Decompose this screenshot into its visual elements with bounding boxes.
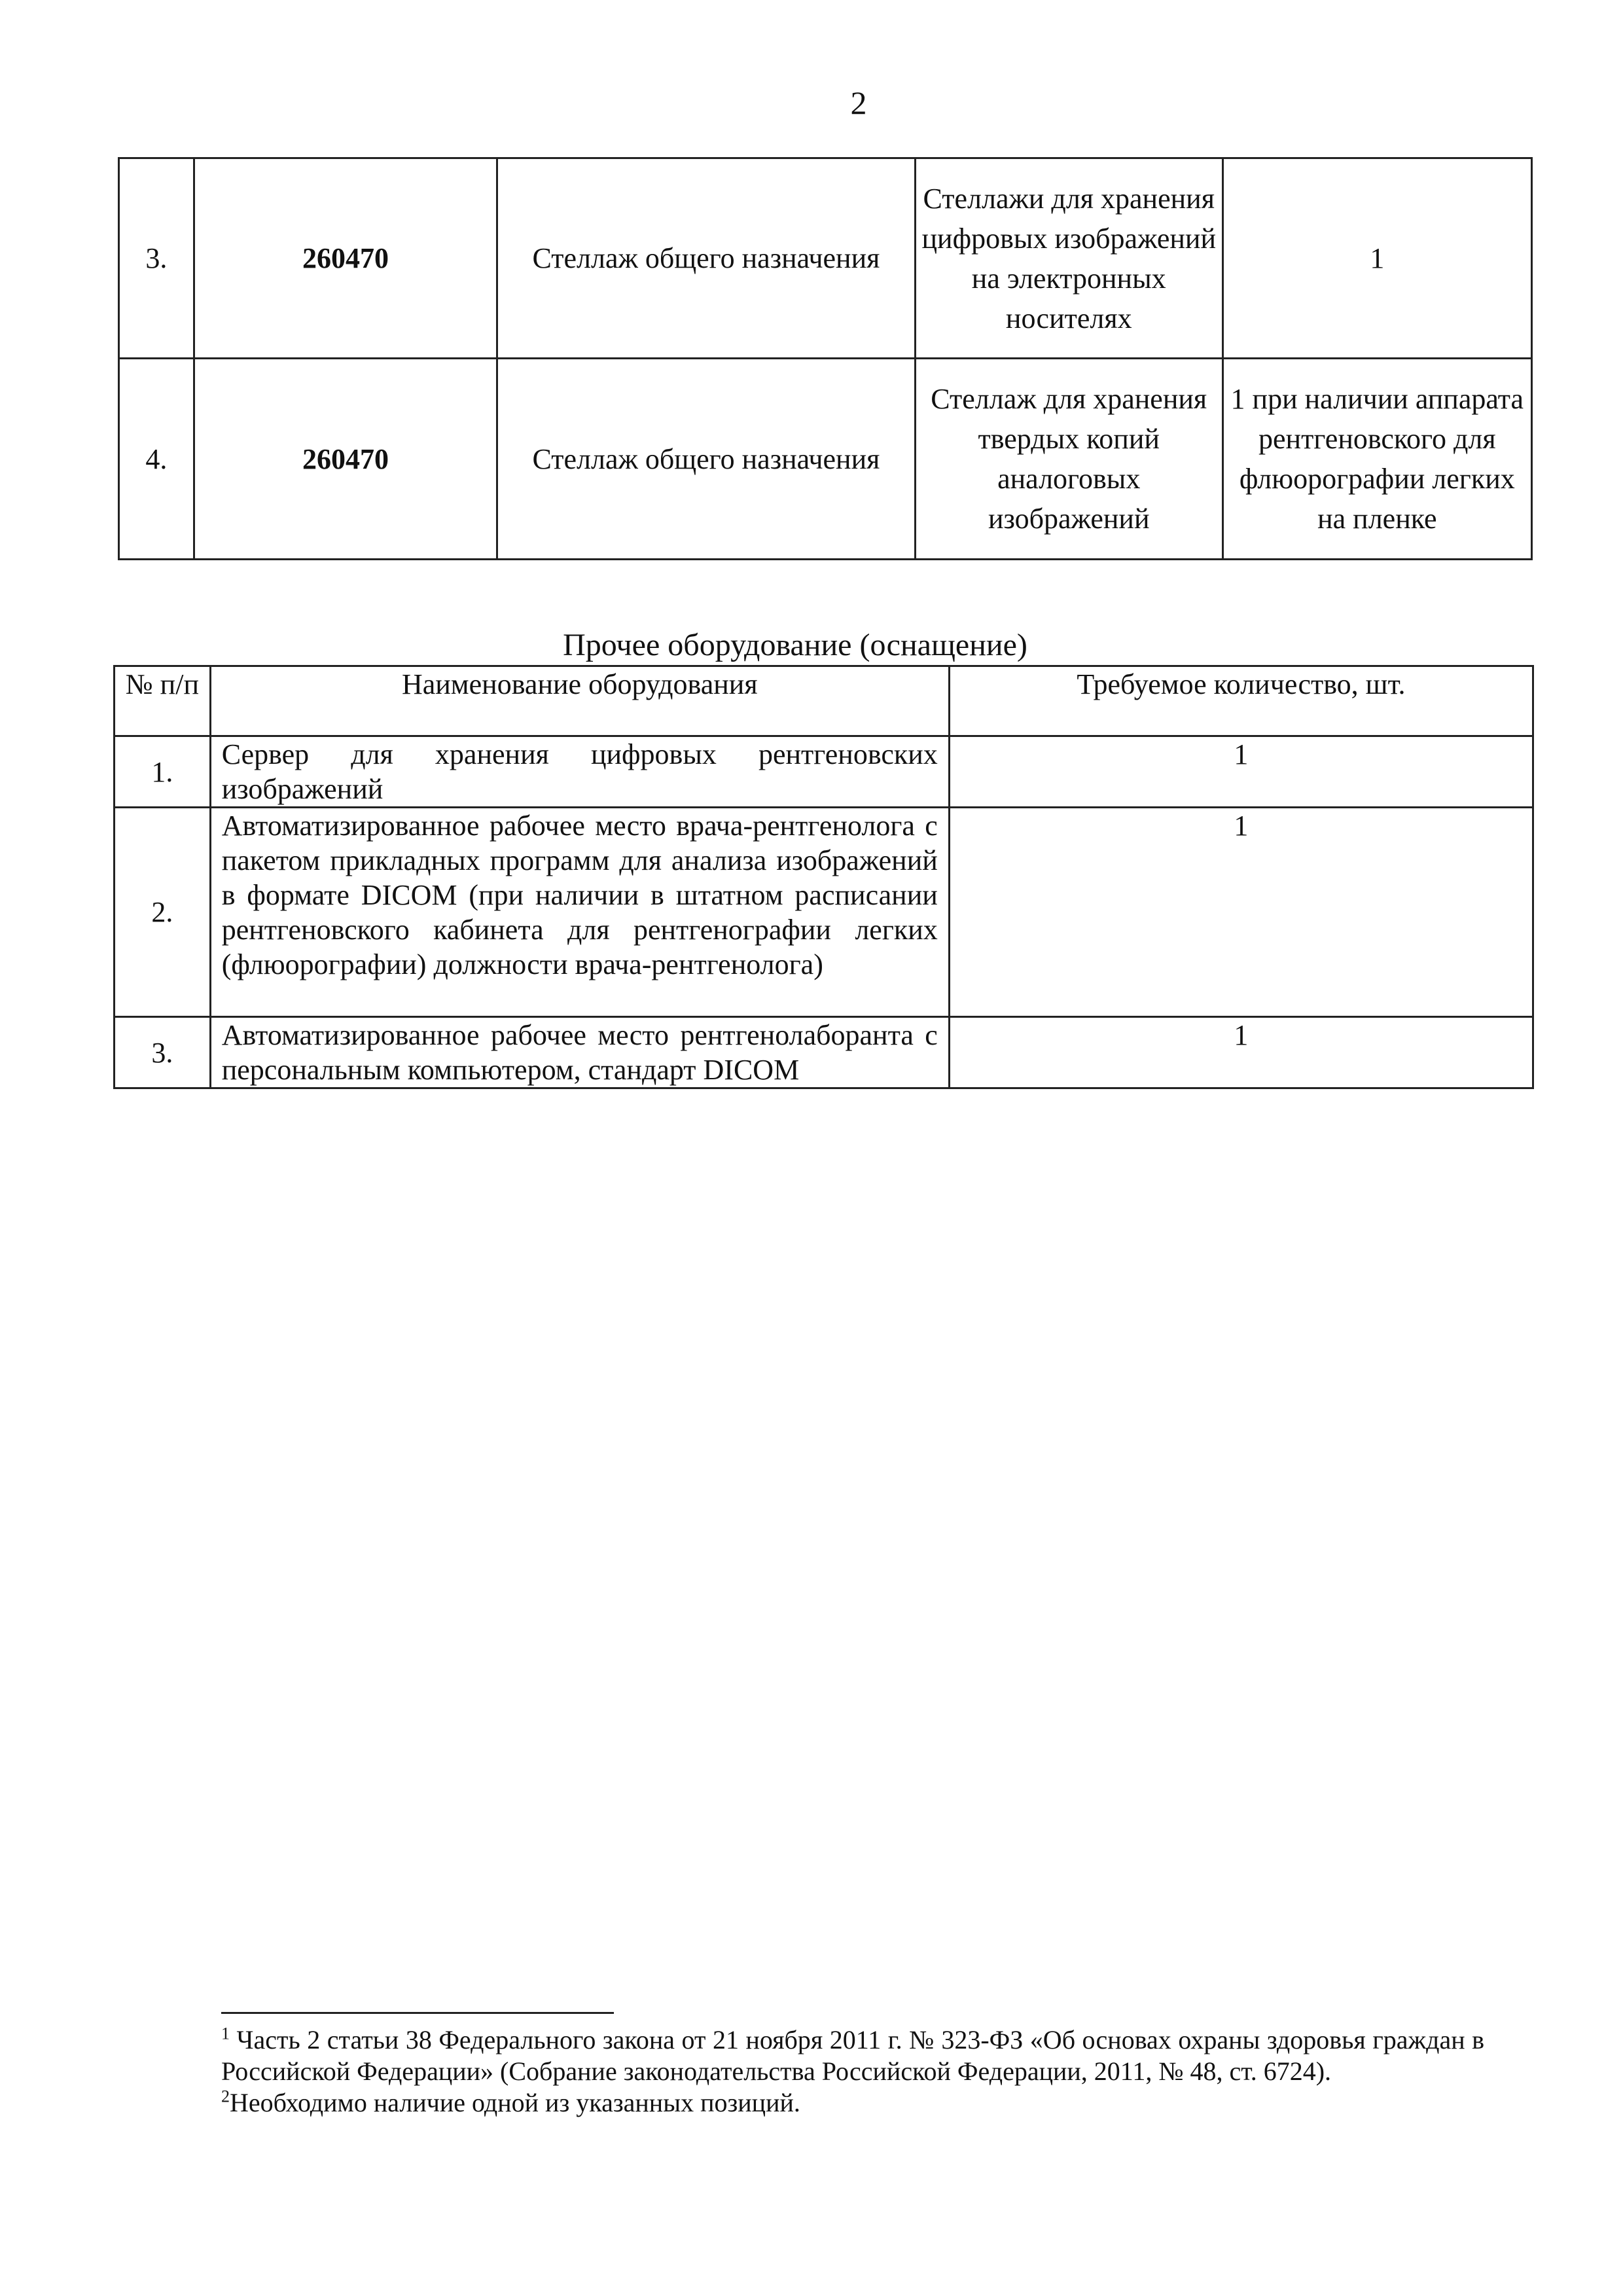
equipment-quantity: 1	[949, 808, 1533, 1017]
equipment-code: 260470	[194, 359, 497, 560]
table-row	[115, 808, 1533, 1017]
footnotes	[221, 2024, 1484, 2119]
equipment-name: Стеллаж общего назначения	[497, 359, 916, 560]
page-number: 2	[850, 84, 867, 121]
equipment-table-continued	[118, 157, 1533, 560]
equipment-name: Стеллаж общего назначения	[497, 158, 916, 359]
footnote-2	[221, 2087, 1484, 2119]
equipment-quantity: 1	[1222, 158, 1531, 359]
equipment-name: Сервер для хранения цифровых рентгеновских изображений	[210, 736, 949, 808]
footnote-mark: 1	[221, 2024, 230, 2043]
equipment-purpose: Стеллажи для хранения цифровых изображений на электронных носителях	[915, 158, 1222, 359]
equipment-quantity: 1	[949, 1017, 1533, 1088]
footnote-text: Часть 2 статьи 38 Федерального закона от 21 ноября 2011 г. № 323-ФЗ «Об основах охраны здоровья граждан в Российской Федерации» (Собрание законодательства Российской Федерации, 2011, № 48, ст. 6724).	[221, 2025, 1485, 2086]
footnote-text: Необходимо наличие одной из указанных позиций.	[230, 2088, 800, 2117]
equipment-quantity: 1	[949, 736, 1533, 808]
row-number: 3.	[119, 158, 194, 359]
table-row	[119, 359, 1532, 560]
row-number: 3.	[115, 1017, 211, 1088]
row-number: 4.	[119, 359, 194, 560]
table-row	[115, 736, 1533, 808]
table-row	[119, 158, 1532, 359]
equipment-code: 260470	[194, 158, 497, 359]
equipment-name: Автоматизированное рабочее место рентгенолаборанта с персональным компьютером, стандарт DICOM	[210, 1017, 949, 1088]
equipment-name: Автоматизированное рабочее место врача-рентгенолога с пакетом прикладных программ для анализа изображений в формате DICOM (при наличии в штатном расписании рентгеновского кабинета для рентгенографии легких (флюорографии) должности врача-рентгенолога)	[210, 808, 949, 1017]
footnote-divider	[221, 2012, 614, 2014]
table-header-row	[115, 666, 1533, 736]
section-title: Прочее оборудование (оснащение)	[563, 628, 1027, 662]
column-header-quantity: Требуемое количество, шт.	[949, 666, 1533, 736]
other-equipment-table	[113, 665, 1534, 1089]
row-number: 2.	[115, 808, 211, 1017]
column-header-number: № п/п	[115, 666, 211, 736]
equipment-quantity: 1 при наличии аппарата рентгеновского для флюорографии легких на пленке	[1222, 359, 1531, 560]
equipment-purpose: Стеллаж для хранения твердых копий аналоговых изображений	[915, 359, 1222, 560]
footnote-1	[221, 2024, 1484, 2087]
footnote-mark: 2	[221, 2087, 230, 2106]
table-row	[115, 1017, 1533, 1088]
row-number: 1.	[115, 736, 211, 808]
column-header-name: Наименование оборудования	[210, 666, 949, 736]
